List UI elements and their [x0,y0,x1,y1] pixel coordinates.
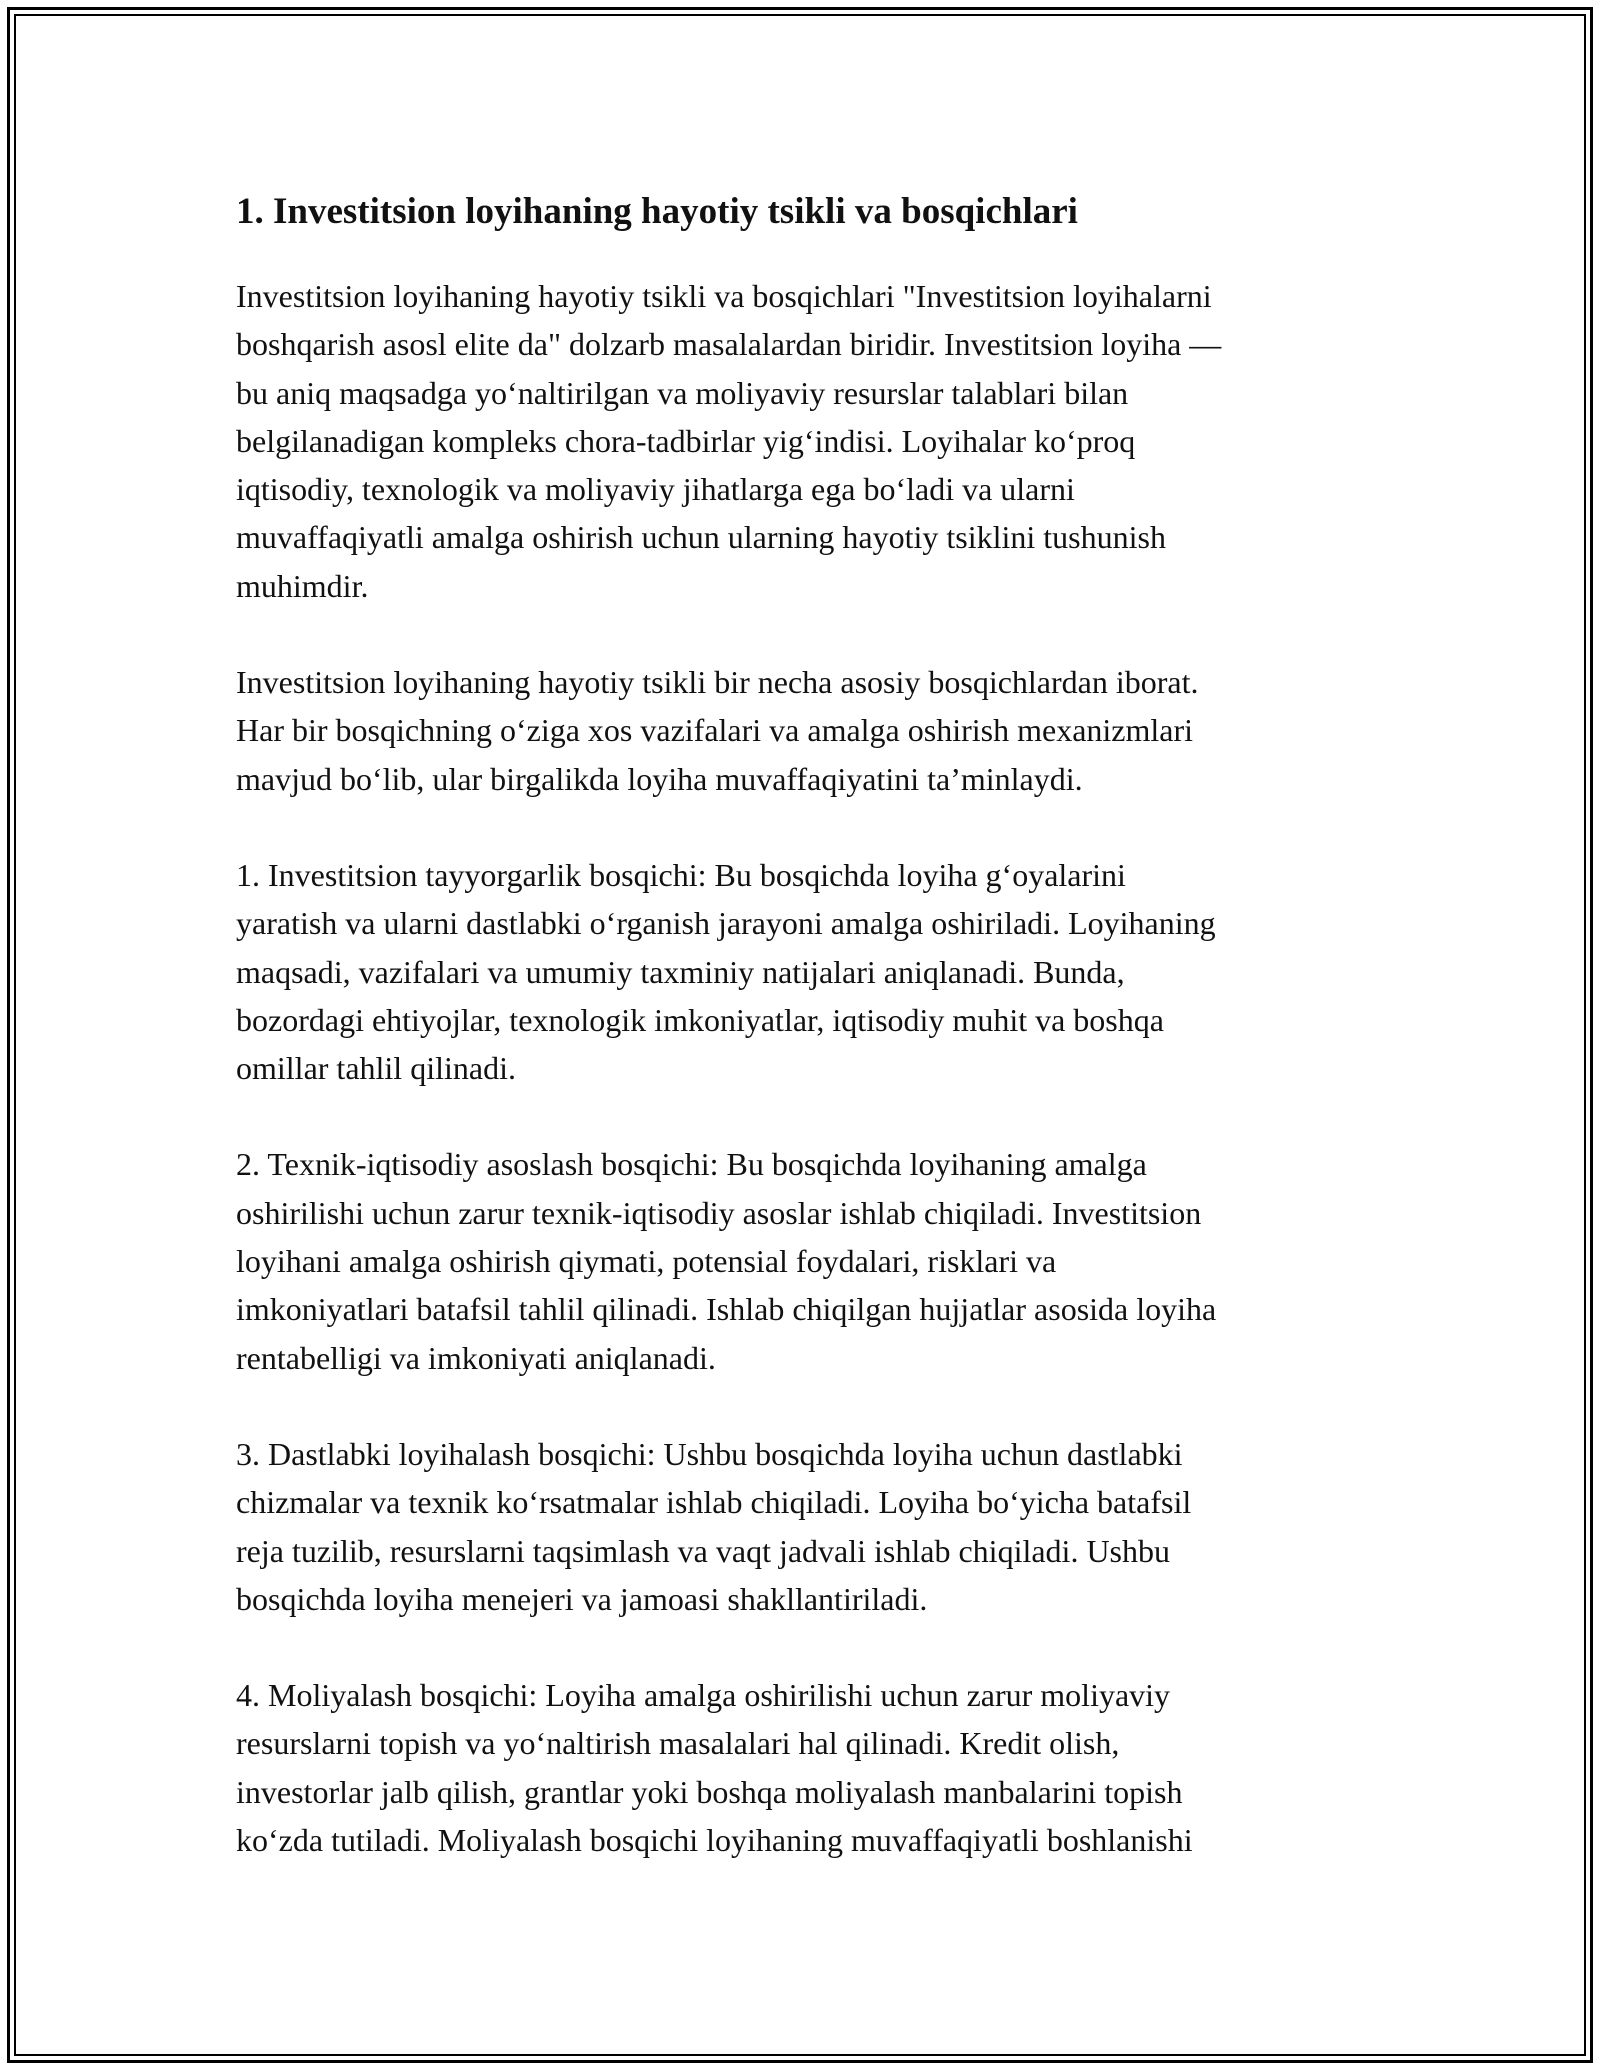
text-line: resurslarni topish va yoʻnaltirish masalalari hal qilinadi. Kredit olish, [236,1725,1120,1762]
text-line: Har bir bosqichning oʻziga xos vazifalari va amalga oshirish mexanizmlari [236,712,1194,749]
text-line: yaratish va ularni dastlabki oʻrganish jarayoni amalga oshiriladi. Loyihaning [236,905,1216,942]
text-line: omillar tahlil qilinadi. [236,1050,516,1087]
paragraph-stage-1 [236,851,1376,1092]
text-line: 1. Investitsion tayyorgarlik bosqichi: Bu bosqichda loyiha gʻoyalarini [236,856,1126,893]
text-line: 4. Moliyalash bosqichi: Loyiha amalga oshirilishi uchun zarur moliyaviy [236,1677,1171,1714]
text-line: bozordagi ehtiyojlar, texnologik imkoniyatlar, iqtisodiy muhit va boshqa [236,1001,1164,1038]
text-line: koʻzda tutiladi. Moliyalash bosqichi loyihaning muvaffaqiyatli boshlanishi [236,1822,1193,1859]
paragraph-introduction [236,272,1376,610]
document-body [236,184,1376,1912]
text-line: belgilanadigan kompleks chora-tadbirlar yigʻindisi. Loyihalar koʻproq [236,422,1136,459]
text-line: rentabelligi va imkoniyati aniqlanadi. [236,1339,716,1376]
text-line: loyihani amalga oshirish qiymati, potensial foydalari, risklari va [236,1243,1057,1280]
text-line: oshirilishi uchun zarur texnik-iqtisodiy asoslar ishlab chiqiladi. Investitsion [236,1194,1202,1231]
text-line: muhimdir. [236,567,369,604]
text-line: investorlar jalb qilish, grantlar yoki boshqa moliyalash manbalarini topish [236,1773,1183,1810]
text-line: Investitsion loyihaning hayotiy tsikli va bosqichlari "Investitsion loyihalarni [236,278,1212,314]
text-line: imkoniyatlari batafsil tahlil qilinadi. Ishlab chiqilgan hujjatlar asosida loyiha [236,1291,1217,1328]
text-line: maqsadi, vazifalari va umumiy taxminiy natijalari aniqlanadi. Bunda, [236,953,1125,990]
paragraph-stages-overview [236,658,1376,803]
text-line: bu aniq maqsadga yoʻnaltirilgan va moliyaviy resurslar talablari bilan [236,374,1129,411]
text-line: chizmalar va texnik koʻrsatmalar ishlab chiqiladi. Loyiha boʻyicha batafsil [236,1484,1192,1521]
text-line: 3. Dastlabki loyihalash bosqichi: Ushbu bosqichda loyiha uchun dastlabki [236,1435,1183,1472]
paragraph-stage-3 [236,1430,1376,1623]
paragraph-stage-2 [236,1140,1376,1381]
text-line: reja tuzilib, resurslarni taqsimlash va vaqt jadvali ishlab chiqiladi. Ushbu [236,1532,1170,1569]
section-heading: 1. Investitsion loyihaning hayotiy tsikli va bosqichlari [236,191,1078,232]
text-line: Investitsion loyihaning hayotiy tsikli bir necha asosiy bosqichlardan iborat. [236,664,1199,701]
text-line: mavjud boʻlib, ular birgalikda loyiha muvaffaqiyatini taʼminlaydi. [236,760,1083,797]
text-line: muvaffaqiyatli amalga oshirish uchun ularning hayotiy tsiklini tushunish [236,519,1166,556]
text-line: boshqarish asosl elite da" dolzarb masalalardan biridir. Investitsion loyiha — [236,326,1222,363]
text-line: 2. Texnik-iqtisodiy asoslash bosqichi: Bu bosqichda loyihaning amalga [236,1146,1147,1183]
text-line: bosqichda loyiha menejeri va jamoasi shakllantiriladi. [236,1580,928,1617]
paragraph-stage-4 [236,1671,1376,1864]
text-line: iqtisodiy, texnologik va moliyaviy jihatlarga ega boʻladi va ularni [236,471,1075,508]
